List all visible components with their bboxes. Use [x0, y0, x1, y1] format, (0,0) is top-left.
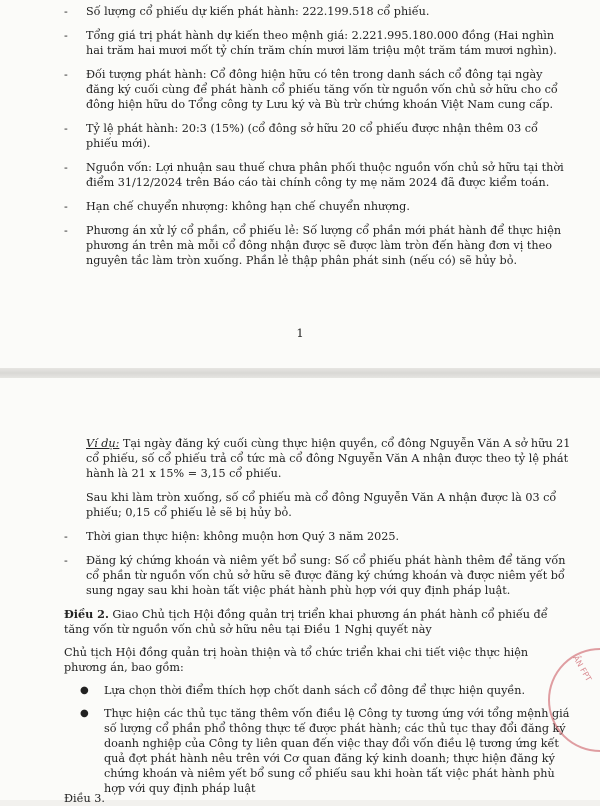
list-item-text: Đối tượng phát hành: Cổ đông hiện hữu có tên trong danh sách cổ đông tại ngày đăng ký cuối cùng để phát hành cổ phiếu tăng vốn từ nguồn vốn chủ sở hữu cho cổ đông hiện hữu do Tổng công ty Lưu ký và Bù trừ chứng khoán Việt Nam cung cấp. — [86, 68, 558, 111]
page-number: 1 — [296, 326, 304, 340]
list-item: - Hạn chế chuyển nhượng: không hạn chế chuyển nhượng. — [64, 200, 410, 213]
list-item: - Tổng giá trị phát hành dự kiến theo mệnh giá: 2.221.995.180.000 đồng (Hai nghìn hai trăm hai mươi mốt tỷ chín trăm chín mươi lăm triệu một trăm tám mươi nghìn). — [64, 29, 557, 57]
article-text: Giao Chủ tịch Hội đồng quản trị triển khai phương án phát hành cổ phiếu để tăng vốn từ nguồn vốn chủ sở hữu nêu tại Điều 1 Nghị quyết này — [64, 608, 548, 636]
example-paragraph — [64, 436, 572, 481]
list-item — [64, 683, 572, 698]
list-item-text: Lựa chọn thời điểm thích hợp chốt danh sách cổ đông để thực hiện quyền. — [104, 684, 526, 697]
cutoff-heading: Điều 3. — [64, 792, 105, 805]
example-result: Sau khi làm tròn xuống, số cổ phiếu mà cổ đông Nguyễn Văn A nhận được là 03 cổ phiếu; 0,15 cổ phiếu lẻ sẽ bị hủy bỏ. — [86, 491, 557, 519]
bullet-icon: ● — [80, 685, 89, 696]
list-item: - Số lượng cổ phiếu dự kiến phát hành: 222.199.518 cổ phiếu. — [64, 5, 430, 18]
document-page-2 — [0, 378, 600, 800]
list-item-text: Nguồn vốn: Lợi nhuận sau thuế chưa phân phối thuộc nguồn vốn chủ sở hữu tại thời điểm 31/12/2024 trên Báo cáo tài chính công ty mẹ năm 2024 đã được kiểm toán. — [86, 161, 564, 189]
example-label: Ví dụ: — [86, 437, 120, 450]
list-item-text: Tổng giá trị phát hành dự kiến theo mệnh giá: 2.221.995.180.000 đồng (Hai nghìn hai trăm hai mươi mốt tỷ chín trăm chín mươi lăm triệu một trăm tám mươi nghìn). — [86, 29, 557, 57]
list-item-text: Thời gian thực hiện: không muộn hơn Quý 3 năm 2025. — [86, 530, 400, 543]
list-item-text: Hạn chế chuyển nhượng: không hạn chế chuyển nhượng. — [86, 200, 410, 213]
list-item-text: Tỷ lệ phát hành: 20:3 (15%) (cổ đông sở hữu 20 cổ phiếu được nhận thêm 03 cổ phiếu mới). — [86, 122, 538, 150]
list-item-text: Số lượng cổ phiếu dự kiến phát hành: 222.199.518 cổ phiếu. — [86, 5, 430, 18]
list-item: - Đối tượng phát hành: Cổ đông hiện hữu có tên trong danh sách cổ đông tại ngày đăng ký cuối cùng để phát hành cổ phiếu tăng vốn từ nguồn vốn chủ sở hữu cho cổ đông hiện hữu do Tổng công ty Lưu ký và Bù trừ chứng khoán Việt Nam cung cấp. — [64, 68, 558, 111]
list-item-text: Thực hiện các thủ tục tăng thêm vốn điều lệ Công ty tương ứng với tổng mệnh giá số lượng cổ phần phổ thông thực tế được phát hành; các thủ tục thay đổi đăng ký doanh nghiệp của Công ty liên quan đến việc thay đổi vốn điều lệ tương ứng kết quả đợt phát hành nêu trên với Cơ quan đăng ký kinh doanh; thực hiện đăng ký chứng khoán và niêm yết bổ sung cổ phiếu sau khi hoàn tất việc phát hành phù hợp với quy định pháp luật — [104, 707, 570, 795]
stamp-text: ẦN FPT — [571, 653, 594, 684]
list-item: - Thời gian thực hiện: không muộn hơn Quý 3 năm 2025. — [64, 530, 400, 543]
list-item — [64, 706, 572, 796]
article-2 — [64, 607, 572, 637]
list-item: - Tỷ lệ phát hành: 20:3 (15%) (cổ đông sở hữu 20 cổ phiếu được nhận thêm 03 cổ phiếu mới). — [64, 122, 538, 150]
bullet-icon: ● — [80, 708, 89, 719]
list-item: - Đăng ký chứng khoán và niêm yết bổ sung: Số cổ phiếu phát hành thêm để tăng vốn cổ phần từ nguồn vốn chủ sở hữu sẽ được đăng ký chứng khoán và được niêm yết bổ sung ngay sau khi hoàn tất việc phát hành phù hợp với quy định pháp luật. — [64, 554, 566, 597]
example-text: Tại ngày đăng ký cuối cùng thực hiện quyền, cổ đông Nguyễn Văn A sở hữu 21 cổ phiếu, số cổ phiếu trả cổ tức mà cổ đông Nguyễn Văn A nhận được theo tỷ lệ phát hành là 21 x 15% = 3,15 cổ phiếu. — [86, 437, 571, 480]
page-1-content — [64, 4, 572, 277]
list-item-text: Đăng ký chứng khoán và niêm yết bổ sung: Số cổ phiếu phát hành thêm để tăng vốn cổ phần từ nguồn vốn chủ sở hữu sẽ được đăng ký chứng khoán và được niêm yết bổ sung ngay sau khi hoàn tất việc phát hành phù hợp với quy định pháp luật. — [86, 554, 566, 597]
document-page-1 — [0, 0, 600, 368]
article-label: Điều 2. — [64, 607, 109, 621]
chair-paragraph: Chủ tịch Hội đồng quản trị hoàn thiện và tổ chức triển khai chi tiết việc thực hiện phương án, bao gồm: — [64, 646, 529, 674]
page-divider — [0, 368, 600, 378]
list-item: - Phương án xử lý cổ phần, cổ phiếu lẻ: Số lượng cổ phần mới phát hành để thực hiện phương án trên mà mỗi cổ đông nhận được sẽ được làm tròn đến hàng đơn vị theo nguyên tắc làm tròn xuống. Phần lẻ thập phân phát sinh (nếu có) sẽ hủy bỏ. — [64, 224, 562, 267]
page-2-content — [64, 436, 572, 800]
list-item-text: Phương án xử lý cổ phần, cổ phiếu lẻ: Số lượng cổ phần mới phát hành để thực hiện phương án trên mà mỗi cổ đông nhận được sẽ được làm tròn đến hàng đơn vị theo nguyên tắc làm tròn xuống. Phần lẻ thập phân phát sinh (nếu có) sẽ hủy bỏ. — [86, 224, 562, 267]
list-item: - Nguồn vốn: Lợi nhuận sau thuế chưa phân phối thuộc nguồn vốn chủ sở hữu tại thời điểm 31/12/2024 trên Báo cáo tài chính công ty mẹ năm 2024 đã được kiểm toán. — [64, 161, 564, 189]
